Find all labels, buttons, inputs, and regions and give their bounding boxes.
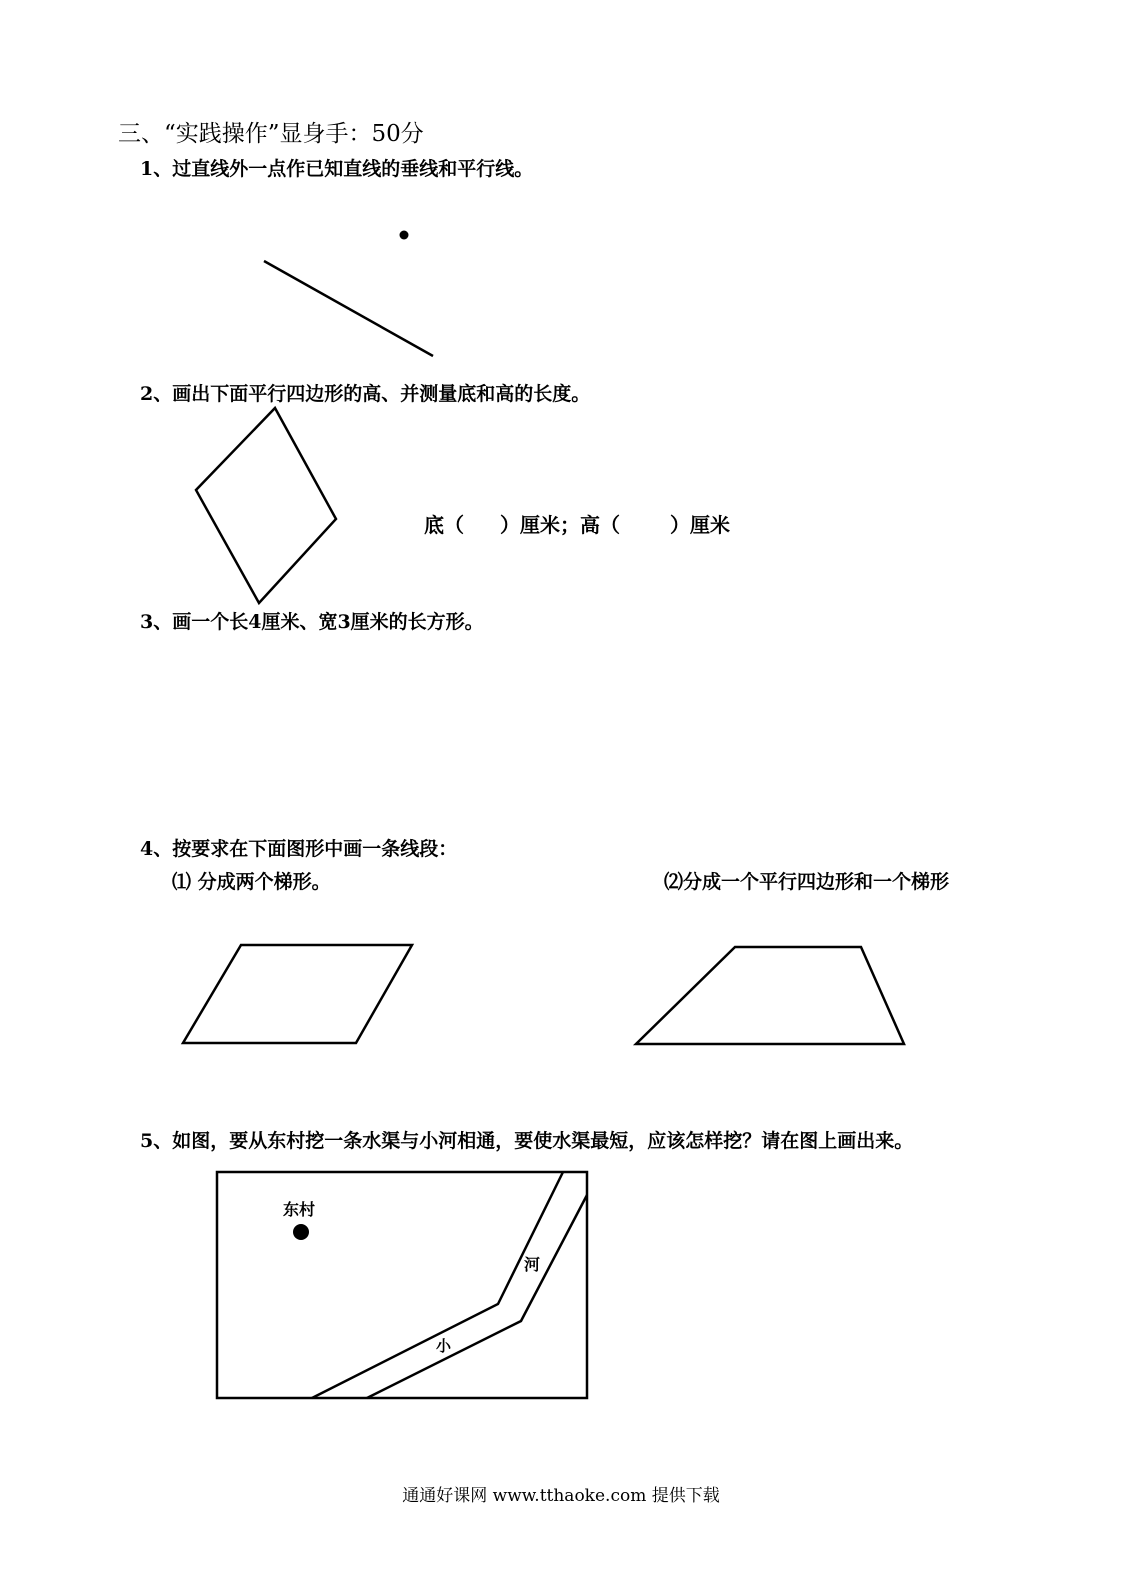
- base-unit-height-label: ）厘米；高（: [500, 513, 620, 537]
- q1-figure: [264, 231, 433, 357]
- base-label: 底（: [424, 513, 464, 537]
- village-dot: [293, 1224, 309, 1240]
- question-2-text: 2、画出下面平行四边形的高、并测量底和高的长度。: [140, 383, 591, 405]
- question-4-sub-2: ⑵分成一个平行四边形和一个梯形: [664, 871, 950, 893]
- footer-source: 通通好课网 www.tthaoke.com 提供下载: [402, 1486, 720, 1506]
- given-line: [264, 261, 433, 356]
- question-4-text: 4、按要求在下面图形中画一条线段：: [140, 838, 458, 860]
- river-bank-upper: [312, 1172, 563, 1398]
- measurement-answer-line: [424, 515, 730, 535]
- section-title: 三、“实践操作”显身手：50分: [118, 121, 424, 147]
- question-3-text: 3、画一个长4厘米、宽3厘米的长方形。: [140, 611, 484, 633]
- q4-trapezoid: [636, 947, 904, 1044]
- height-unit-label: ）厘米: [670, 513, 730, 537]
- q2-parallelogram: [196, 408, 336, 603]
- q4-parallelogram: [183, 945, 412, 1043]
- river-bank-lower: [367, 1195, 587, 1398]
- given-point: [400, 231, 409, 240]
- question-5-text: 5、如图，要从东村挖一条水渠与小河相通，要使水渠最短，应该怎样挖？请在图上画出来。: [140, 1130, 914, 1152]
- question-4-sub-1: ⑴ 分成两个梯形。: [172, 871, 331, 893]
- map-border: [217, 1172, 587, 1398]
- river-label-he: 河: [524, 1255, 541, 1274]
- river-label-xiao: 小: [436, 1337, 452, 1355]
- question-1-text: 1、过直线外一点作已知直线的垂线和平行线。: [140, 158, 534, 180]
- village-label: 东村: [283, 1200, 316, 1219]
- q5-map: [217, 1172, 587, 1398]
